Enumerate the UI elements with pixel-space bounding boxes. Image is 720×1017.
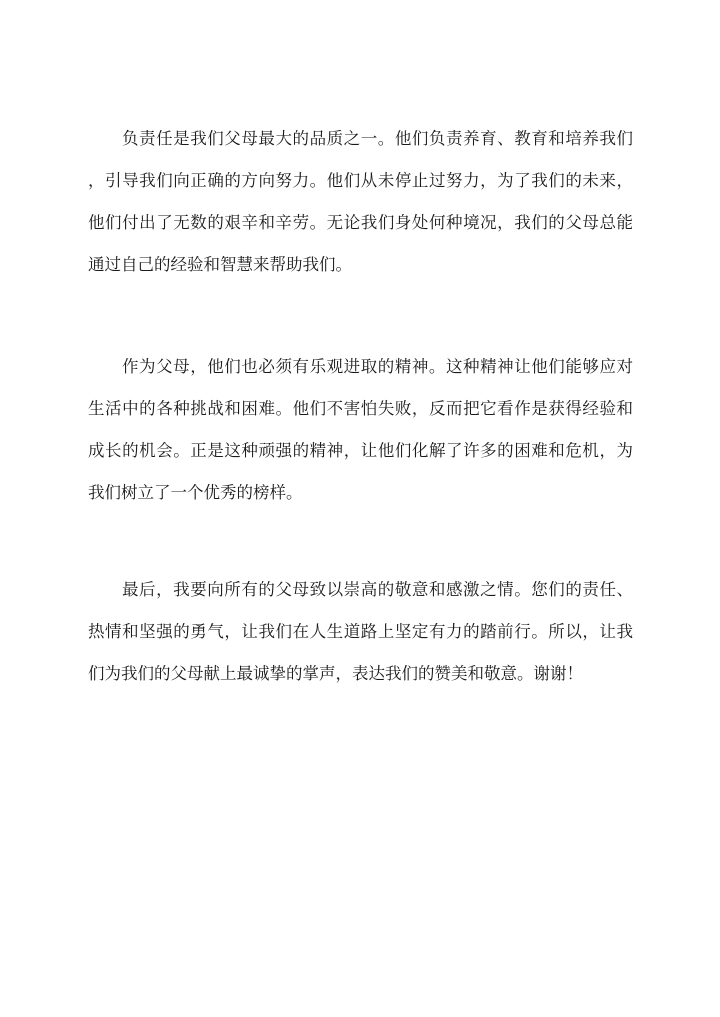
paragraph-line: ，引导我们向正确的方向努力。他们从未停止过努力，为了我们的未来，	[88, 171, 633, 190]
paragraph-line: 们为我们的父母献上最诚挚的掌声，表达我们的赞美和敬意。谢谢！	[88, 664, 583, 683]
paragraph-line: 通过自己的经验和智慧来帮助我们。	[88, 255, 352, 274]
paragraph-line: 热情和坚强的勇气，让我们在人生道路上坚定有力的踏前行。所以，让我	[88, 622, 633, 641]
paragraph-line: 最后，我要向所有的父母致以崇高的敬意和感激之情。您们的责任、	[122, 580, 633, 599]
paragraph-line: 我们树立了一个优秀的榜样。	[88, 483, 303, 502]
paragraph-line: 作为父母，他们也必须有乐观进取的精神。这种精神让他们能够应对	[122, 357, 633, 376]
paragraph-line: 成长的机会。正是这种顽强的精神，让他们化解了许多的困难和危机，为	[88, 441, 633, 460]
paragraph-responsibility	[88, 118, 633, 286]
paragraph-line: 他们付出了无数的艰辛和辛劳。无论我们身处何种境况，我们的父母总能	[88, 213, 633, 232]
paragraph-line: 负责任是我们父母最大的品质之一。他们负责养育、教育和培养我们	[122, 129, 633, 148]
paragraph-line: 生活中的各种挑战和困难。他们不害怕失败，反而把它看作是获得经验和	[88, 399, 633, 418]
paragraph-gratitude	[88, 569, 633, 695]
paragraph-optimism	[88, 346, 633, 514]
